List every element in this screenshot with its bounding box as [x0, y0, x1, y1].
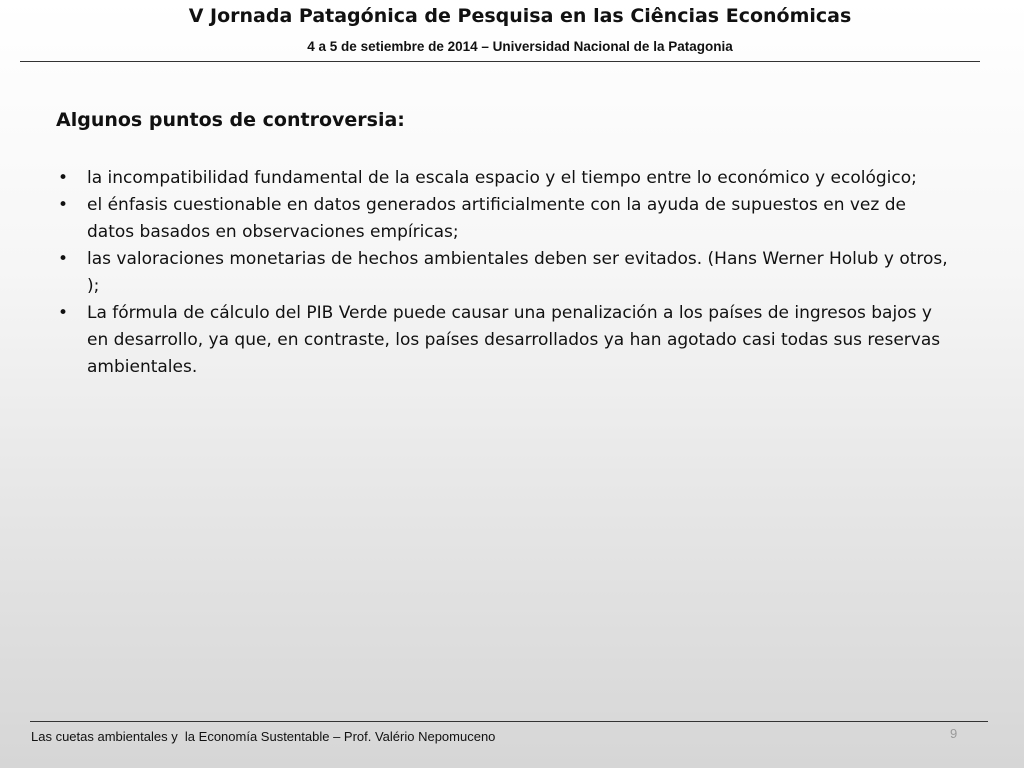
header-divider — [20, 61, 980, 62]
slide-header-subtitle: 4 a 5 de setiembre de 2014 – Universidad Nacional de la Patagonia — [307, 39, 733, 54]
bullet-marker: • — [57, 303, 69, 323]
bullet-text: La fórmula de cálculo del PIB Verde puede causar una penalización a los países de ingresos bajos y en desarrollo, ya que, en contraste, los países desarrollados ya han agotado casi todas sus reservas ambientales. — [87, 303, 941, 377]
bullet-marker: • — [57, 168, 69, 188]
bullet-text: las valoraciones monetarias de hechos ambientales deben ser evitados. (Hans Werner Holub y otros, ); — [87, 249, 948, 296]
footer-text: Las cuetas ambientales y la Economía Sustentable – Prof. Valério Nepomuceno — [31, 729, 496, 744]
slide-header-title: V Jornada Patagónica de Pesquisa en las Ciências Económicas — [188, 5, 852, 27]
footer-divider — [30, 721, 988, 722]
bullet-marker: • — [57, 249, 69, 269]
bullet-marker: • — [57, 195, 69, 215]
bullet-item — [56, 192, 956, 246]
bullet-text: el énfasis cuestionable en datos generados artificialmente con la ayuda de supuestos en vez de datos basados en observaciones empíricas; — [87, 195, 906, 242]
bullet-item — [56, 300, 956, 381]
bullet-item — [56, 165, 956, 192]
bullet-text: la incompatibilidad fundamental de la escala espacio y el tiempo entre lo económico y ecológico; — [87, 168, 917, 188]
bullet-list — [56, 165, 956, 381]
page-number: 9 — [950, 726, 958, 741]
section-heading: Algunos puntos de controversia: — [56, 109, 405, 131]
bullet-item — [56, 246, 956, 300]
